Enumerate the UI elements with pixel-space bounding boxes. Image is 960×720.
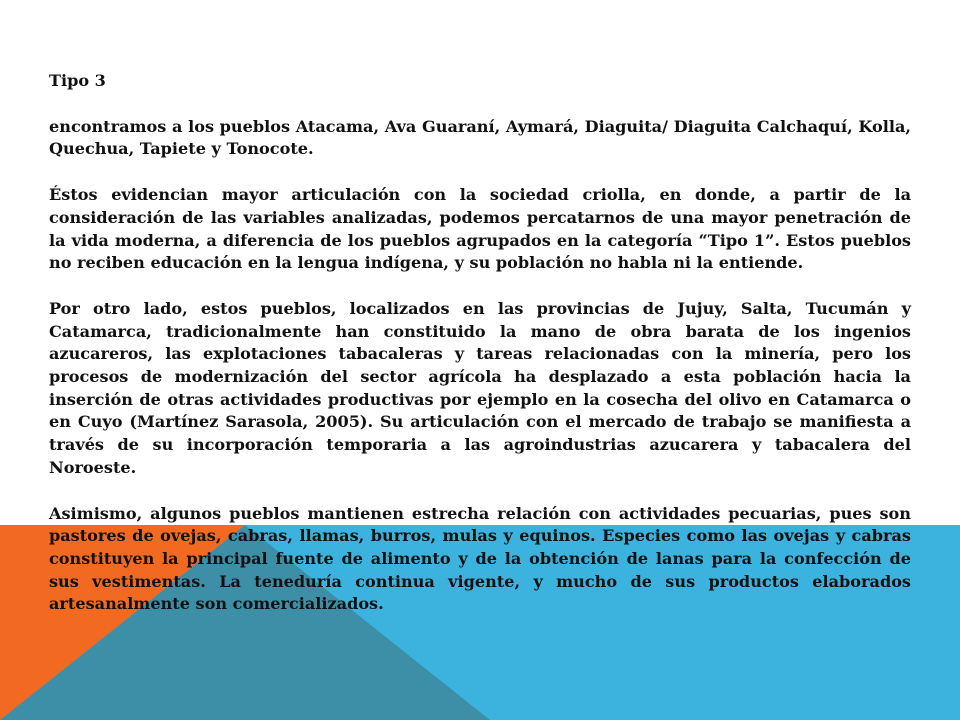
slide-text-body [49,70,911,639]
paragraph-livestock: Asimismo, algunos pueblos mantienen estrecha relación con actividades pecuarias, pues son pastores de ovejas, cabras, llamas, burros, mulas y equinos. Especies como las ovejas y cabras constituyen la principal fuente de alimento y de la obtención de lanas para la confección de sus vestimentas. La teneduría continua vigente, y mucho de sus productos elaborados artesanalmente son comercializados. [49,503,911,614]
slide-title: Tipo 3 [49,71,106,90]
paragraph-labor: Por otro lado, estos pueblos, localizados en las provincias de Jujuy, Salta, Tucumán y Catamarca, tradicionalmente han constituido la mano de obra barata de los ingenios azucareros, las explotaciones tabacaleras y tareas relacionadas con la minería, pero los procesos de modernización del sector agrícola ha desplazado a esta población hacia la inserción de otras actividades productivas por ejemplo en la cosecha del olivo en Catamarca o en Cuyo (Martínez Sarasola, 2005). Su articulación con el mercado de trabajo se manifiesta a través de su incorporación temporaria a las agroindustrias azucarera y tabacalera del Noroeste. [49,298,911,477]
paragraph-peoples-list: encontramos a los pueblos Atacama, Ava Guaraní, Aymará, Diaguita/ Diaguita Calchaquí, Kolla, Quechua, Tapiete y Tonocote. [49,116,911,159]
paragraph-articulation: Éstos evidencian mayor articulación con la sociedad criolla, en donde, a partir de la consideración de las variables analizadas, podemos percatarnos de una mayor penetración de la vida moderna, a diferencia de los pueblos agrupados en la categoría “Tipo 1”. Estos pueblos no reciben educación en la lengua indígena, y su población no habla ni la entiende. [49,185,911,273]
